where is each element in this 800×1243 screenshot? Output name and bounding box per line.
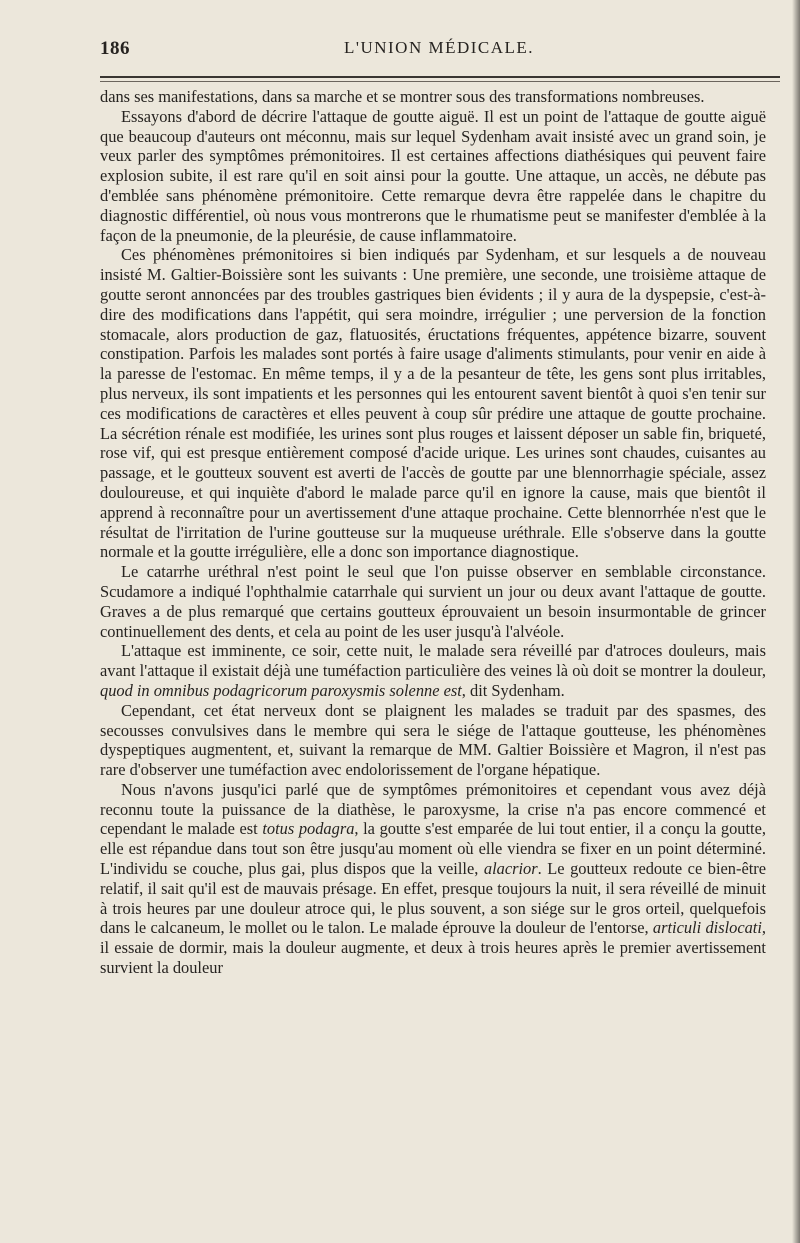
paragraph <box>100 107 766 246</box>
text-segment: Le catarrhe uréthral n'est point le seul que l'on puisse observer en semblable circonstance. Scudamore a indiqué l'ophthalmie catarrhale qui survient un jour ou deux avant l'attaque de goutte. Graves a de plus remarqué que certains goutteux éprouvaient un besoin insurmontable de grincer continuellement des dents, et cela au point de les user jusqu'à l'alvéole. <box>100 562 766 641</box>
paragraph <box>100 701 766 780</box>
italic-phrase: articuli dislocati <box>652 918 762 938</box>
text-segment: Essayons d'abord de décrire l'attaque de goutte aiguë. Il est un point de l'attaque de goutte aiguë que beaucoup d'auteurs ont méconnu, mais sur lequel Sydenham avait insisté avec un grand soin, je veux parler des symptômes prémonitoires. Il est certaines affections diathésiques qui peuvent faire explosion subite, il est rare qu'il en soit ainsi pour la goutte. Une attaque, un accès, ne débute pas d'emblée sans phénomène prémonitoire. Cette remarque devra être rappelée dans le chapitre du diagnostic différentiel, où nous vous montrerons que le rhumatisme peut se manifester d'emblée à la façon de la pneumonie, de la pleurésie, de cause inflammatoire. <box>100 106 766 245</box>
text-segment: Cependant, cet état nerveux dont se plaignent les malades se traduit par des spasmes, des secousses convulsives dans le membre qui sera le siége de l'attaque goutteuse, les phénomènes dyspeptiques augmentent, et, suivant la remarque de MM. Galtier Boissière et Magron, il n'est pas rare d'observer une tuméfaction avec endolorissement de l'organe hépatique. <box>100 700 766 780</box>
text-segment: L'attaque est imminente, ce soir, cette nuit, le malade sera réveillé par d'atroces douleurs, mais avant l'attaque il existait déjà une tuméfaction particulière des veines là où doit se montrer la douleur, <box>100 641 766 681</box>
body-text <box>100 87 766 978</box>
text-segment: dans ses manifestations, dans sa marche et se montrer sous des transformations nombreuses. <box>100 87 705 106</box>
paragraph <box>100 245 766 562</box>
running-header <box>100 38 760 68</box>
text-segment: , dit Sydenham. <box>461 680 565 700</box>
journal-title: L'UNION MÉDICALE. <box>344 38 535 57</box>
italic-phrase: totus podagra <box>262 819 355 839</box>
page-edge-shadow <box>792 0 800 1243</box>
header-rule-thin <box>100 81 780 82</box>
paragraph <box>100 562 766 641</box>
italic-phrase: alacrior <box>483 859 538 879</box>
paragraph <box>100 87 766 107</box>
text-segment: Nous n'avons jusqu'ici parlé que de symptômes prémonitoires et cependant vous avez déjà reconnu toute la puissance de la diathèse, le paroxysme, la crise n'a pas encore commencé et cependant le malade est <box>100 779 766 839</box>
text-segment: , il essaie de dormir, mais la douleur augmente, et deux à trois heures après le premier avertissement survient la douleur <box>100 918 767 978</box>
italic-phrase: quod in omnibus podagricorum paroxysmis solenne est <box>100 680 462 700</box>
page-number: 186 <box>100 38 130 59</box>
text-segment: Ces phénomènes prémonitoires si bien indiqués par Sydenham, et sur lesquels a de nouveau insisté M. Galtier-Boissière sont les suivants : Une première, une seconde, une troisième attaque de goutte seront annoncées par des troubles gastriques bien évidents ; il y aura de la dyspepsie, c'est-à-dire des modifications dans l'appétit, qui sera moindre, irrégulier ; une perversion de la fonction stomacale, alors production de gaz, flatuosités, éructations fréquentes, appétence bizarre, souvent constipation. Parfois les malades sont portés à faire usage d'aliments stimulants, pour venir en aide à la paresse de l'estomac. En même temps, il y a de la pesanteur de tête, les gens sont plus irritables, plus nerveux, ils sont impatients et les personnes qui les entourent savent bientôt à quoi s'en tenir sur ces modifications de caractères et elles peuvent à coup sûr prédire une attaque de goutte prochaine. La sécrétion rénale est modifiée, les urines sont plus rouges et laissent déposer un sable fin, briqueté, rose vif, qui est presque entièrement composé d'acide urique. Les urines sont chaudes, cuisantes au passage, et le goutteux souvent est averti de l'accès de goutte par une blennorrhagie spéciale, assez douloureuse, et qui inquiète d'abord le malade parce qu'il en ignore la cause, mais que bientôt il apprend à reconnaître pour un avertissement d'une attaque prochaine. Cette blennorrhée n'est que le résultat de l'irritation de l'urine goutteuse sur la muqueuse uréthrale. Elle s'observe dans la goutte normale et la goutte irrégulière, elle a donc son importance diagnostique. <box>100 245 766 562</box>
paragraph <box>100 641 766 700</box>
text-segment: . Le goutteux redoute ce bien-être relatif, il sait qu'il est de mauvais présage. En effet, presque toujours la nuit, il sera réveillé de minuit à trois heures par une douleur atroce qui, le plus souvent, a son siége sur le gros orteil, quelquefois dans le calcaneum, le mollet ou le talon. Le malade éprouve la douleur de l'entorse, <box>100 859 767 938</box>
header-rule <box>100 76 780 78</box>
text-segment: , la goutte s'est emparée de lui tout entier, il a conçu la goutte, elle est répandue dans tout son être jusqu'au moment où elle viendra se fixer en un point déterminé. L'individu se couche, plus gai, plus dispos que la veille, <box>100 819 766 879</box>
paragraph <box>100 780 766 978</box>
